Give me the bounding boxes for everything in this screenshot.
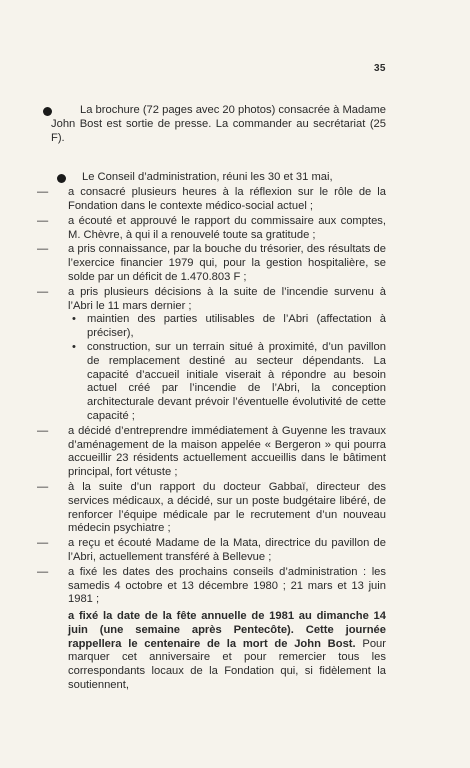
sub-item-text: maintien des parties utilisables de l’Abri (affectation à préciser),: [87, 313, 386, 340]
bullet-dot-icon: [43, 107, 52, 116]
final-bold-text: a fixé la date de la fête annuelle de 1981 au dimanche 14 juin (une semaine après Pentecôte). Cette journée rappellera le centenaire de la mort de John Bost.: [68, 610, 386, 650]
sub-bullet-icon: •: [72, 313, 76, 326]
list-item: [37, 537, 386, 565]
list-item: [37, 215, 386, 243]
council-intro-text: Le Conseil d’administration, réuni les 30 et 31 mai,: [82, 171, 333, 184]
list-item: [37, 425, 386, 480]
page-number: 35: [374, 63, 386, 74]
dash-icon: —: [37, 424, 49, 437]
item-text: à la suite d’un rapport du docteur Gabbaï, directeur des services médicaux, a décidé, sur un poste budgétaire libéré, de renforcer l’équipe médicale par le recrutement d’un nouveau médecin psychiatre ;: [68, 480, 386, 535]
list-item: [37, 566, 386, 607]
list-item: [37, 243, 386, 284]
list-item: [37, 481, 386, 536]
item-text: a reçu et écouté Madame de la Mata, directrice du pavillon de l’Abri, actuellement transféré à Bellevue ;: [68, 537, 386, 563]
dash-icon: —: [37, 537, 49, 550]
item-text: a décidé d’entreprendre immédiatement à Guyenne les travaux d’aménagement de la maison appelée « Bergeron » qui pourra accueillir 23 résidents actuellement accueillis dans le bâtiment principal, fort vétuste ;: [68, 424, 386, 479]
list-item: [37, 286, 386, 314]
dash-icon: —: [37, 243, 49, 256]
dash-icon: —: [37, 565, 49, 578]
item-text: a fixé les dates des prochains conseils d’administration : les samedis 4 octobre et 13 décembre 1980 ; 21 mars et 13 juin 1981 ;: [68, 565, 386, 606]
item-text: a pris plusieurs décisions à la suite de l’incendie survenu à l’Abri le 11 mars dernier ;: [68, 285, 386, 312]
final-paragraph: [37, 610, 386, 693]
council-section: [37, 171, 386, 692]
council-intro: [37, 171, 386, 185]
dash-icon: —: [37, 186, 49, 199]
sub-item-text: construction, sur un terrain situé à proximité, d’un pavillon de remplacement destiné au secteur dépendants. La capacité d’accueil initiale viserait à répondre au besoin actuel créé par l’incendie de l’Abri, la conception architecturale devant prévoir l’éventuelle évolutivité de cette capacité ;: [87, 340, 386, 422]
brochure-paragraph: [37, 104, 386, 145]
dash-icon: —: [37, 214, 49, 227]
list-item: [37, 186, 386, 214]
dash-icon: —: [37, 285, 49, 298]
item-text: a pris connaissance, par la bouche du trésorier, des résultats de l’exercice financier 1979 qui, pour la gestion hospitalière, se solde par un déficit de 1.470.803 F ;: [68, 243, 386, 283]
page-body: [37, 104, 386, 693]
sub-list-item: [37, 341, 386, 424]
item-text: a écouté et approuvé le rapport du commissaire aux comptes, M. Chèvre, à qui il a renouvelé toute sa gratitude ;: [68, 214, 386, 241]
sub-list-item: [37, 313, 386, 341]
sub-bullet-icon: •: [72, 340, 76, 353]
brochure-text: La brochure (72 pages avec 20 photos) consacrée à Madame John Bost est sortie de presse. La commander au secrétariat (25 F).: [51, 104, 386, 144]
item-text: a consacré plusieurs heures à la réflexion sur le rôle de la Fondation dans le contexte médico-social actuel ;: [68, 186, 386, 212]
dash-icon: —: [37, 480, 49, 493]
final-normal-text: Pour marquer cet anniversaire et pour remercier tous les correspondants locaux de la Fondation qui, si fidèlement la soutiennent,: [68, 637, 386, 692]
